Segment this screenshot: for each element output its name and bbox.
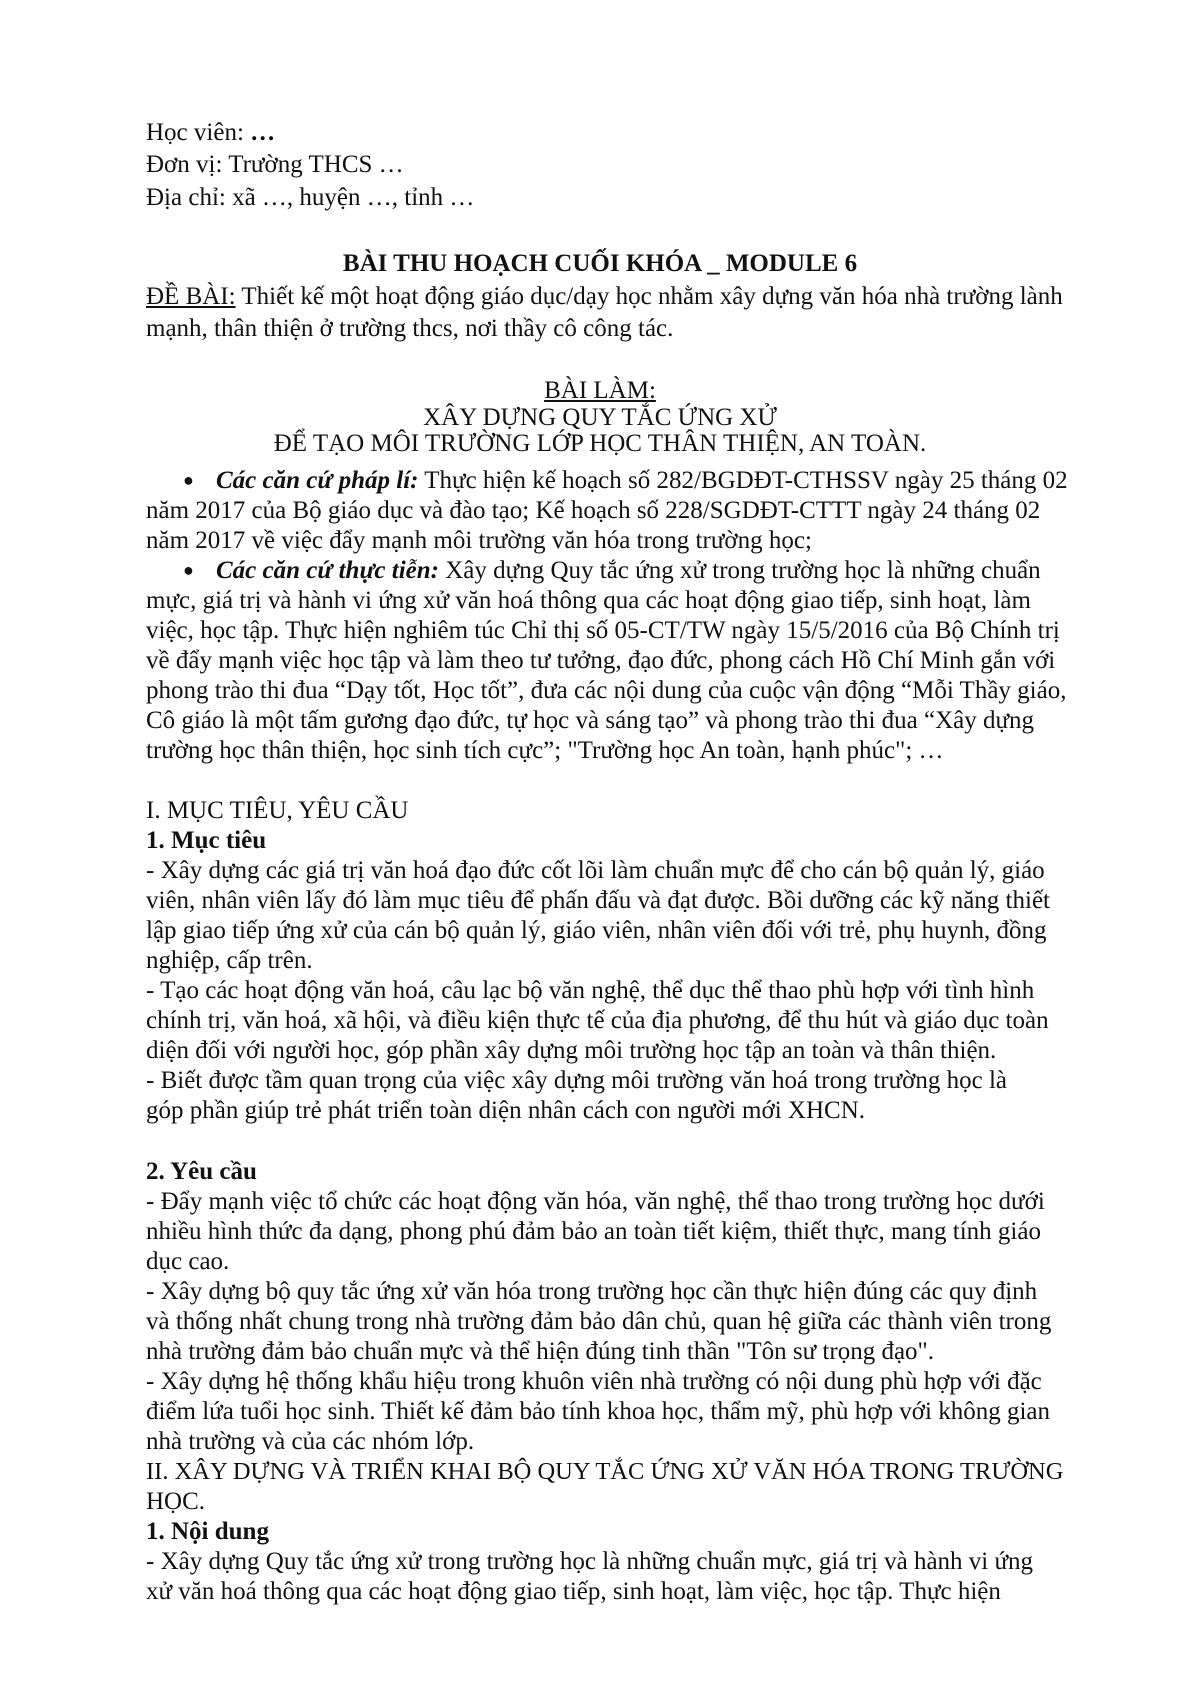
legal-basis-line-3: năm 2017 về việc đẩy mạnh môi trường văn hóa trong trường học; [146, 527, 812, 554]
practical-basis-line-3: việc, học tập. Thực hiện nghiêm túc Chỉ thị số 05-CT/TW ngày 15/5/2016 của Bộ Chính trị [146, 617, 1060, 644]
paragraph-line: nhiều hình thức đa dạng, phong phú đảm bảo an toàn tiết kiệm, thiết thực, mang tính giáo [146, 1218, 1041, 1245]
answer-title-2: ĐỂ TẠO MÔI TRƯỜNG LỚP HỌC THÂN THIỆN, AN TOÀN. [273, 430, 927, 457]
paragraph-line: dục cao. [146, 1248, 230, 1275]
paragraph-line: - Đẩy mạnh việc tổ chức các hoạt động văn hóa, văn nghệ, thể thao trong trường học dưới [146, 1188, 1045, 1215]
assignment-label: ĐỀ BÀI: [146, 283, 236, 310]
paragraph-line: viên, nhân viên lấy đó làm mục tiêu để phấn đấu và đạt được. Bồi dưỡng các kỹ năng thiết [146, 887, 1050, 914]
document-title: BÀI THU HOẠCH CUỐI KHÓA _ MODULE 6 [342, 250, 858, 277]
paragraph-line: diện đối với người học, góp phần xây dựng môi trường học tập an toàn và thân thiện. [146, 1037, 997, 1064]
paragraph-line: và thống nhất chung trong nhà trường đảm bảo dân chủ, quan hệ giữa các thành viên trong [146, 1308, 1052, 1335]
answer-title-1: XÂY DỰNG QUY TẮC ỨNG XỬ [423, 404, 777, 431]
paragraph-line: - Xây dựng các giá trị văn hoá đạo đức cốt lõi làm chuẩn mực để cho cán bộ quản lý, giáo [146, 857, 1045, 884]
legal-basis-line-2: năm 2017 của Bộ giáo dục và đào tạo; Kế hoạch số 228/SGDĐT-CTTT ngày 24 tháng 02 [146, 497, 1041, 524]
paragraph-line: xử văn hoá thông qua các hoạt động giao tiếp, sinh hoạt, làm việc, học tập. Thực hiện [146, 1578, 1001, 1605]
student-value: … [250, 119, 276, 146]
answer-heading [0, 376, 1200, 405]
paragraph-line: - Xây dựng hệ thống khẩu hiệu trong khuôn viên nhà trường có nội dung phù hợp với đặc [146, 1368, 1042, 1395]
legal-basis-text: Thực hiện kế hoạch số 282/BGDĐT-CTHSSV ngày 25 tháng 02 [418, 467, 1068, 494]
paragraph-line: - Tạo các hoạt động văn hoá, câu lạc bộ văn nghệ, thể dục thể thao phù hợp với tình hình [146, 977, 1035, 1004]
paragraph-line: chính trị, văn hoá, xã hội, và điều kiện thực tế của địa phương, để thu hút và giáo dục toàn [146, 1007, 1049, 1034]
assignment-line-2: mạnh, thân thiện ở trường thcs, nơi thầy cô công tác. [146, 315, 674, 342]
student-line [146, 118, 275, 147]
section-1-sub-2: 2. Yêu cầu [146, 1158, 257, 1185]
practical-basis-line-4: về đẩy mạnh việc học tập và làm theo tư tưởng, đạo đức, phong cách Hồ Chí Minh gắn với [146, 647, 1056, 674]
assignment-line-1 [146, 282, 1063, 311]
section-2-sub-1: 1. Nội dung [146, 1518, 269, 1545]
address-line: Địa chỉ: xã …, huyện …, tỉnh … [146, 184, 475, 211]
section-1-sub-1: 1. Mục tiêu [146, 827, 267, 854]
student-label: Học viên: [146, 119, 251, 146]
paragraph-line: góp phần giúp trẻ phát triển toàn diện nhân cách con người mới XHCN. [146, 1097, 865, 1124]
practical-basis-line-5: phong trào thi đua “Dạy tốt, Học tốt”, đưa các nội dung của cuộc vận động “Mỗi Thầy giáo, [146, 677, 1067, 704]
bullet-icon: ● [183, 470, 194, 490]
practical-basis-line-1 [216, 556, 1041, 585]
practical-basis-label: Các căn cứ thực tiễn: [216, 557, 439, 584]
bullet-icon: ● [183, 560, 194, 580]
section-2-heading-line-2: HỌC. [146, 1488, 206, 1515]
section-2-heading-line-1: II. XÂY DỰNG VÀ TRIỂN KHAI BỘ QUY TẮC ỨNG XỬ VĂN HÓA TRONG TRƯỜNG [146, 1458, 1064, 1485]
section-1-heading: I. MỤC TIÊU, YÊU CẦU [146, 797, 409, 824]
practical-basis-line-2: mực, giá trị và hành vi ứng xử văn hoá thông qua các hoạt động giao tiếp, sinh hoạt, làm [146, 587, 1031, 614]
practical-basis-line-6: Cô giáo là một tấm gương đạo đức, tự học và sáng tạo” và phong trào thi đua “Xây dựng [146, 707, 1035, 734]
paragraph-line: - Xây dựng bộ quy tắc ứng xử văn hóa trong trường học cần thực hiện đúng các quy định [146, 1278, 1038, 1305]
legal-basis-line-1 [216, 466, 1068, 495]
practical-basis-line-7: trường học thân thiện, học sinh tích cực”; "Trường học An toàn, hạnh phúc"; … [146, 737, 944, 764]
paragraph-line: nhà trường và của các nhóm lớp. [146, 1428, 475, 1455]
paragraph-line: nhà trường đảm bảo chuẩn mực và thể hiện đúng tinh thần "Tôn sư trọng đạo". [146, 1338, 935, 1365]
assignment-text: Thiết kế một hoạt động giáo dục/dạy học nhằm xây dựng văn hóa nhà trường lành [235, 283, 1063, 310]
paragraph-line: điểm lứa tuổi học sinh. Thiết kế đảm bảo tính khoa học, thẩm mỹ, phù hợp với không gian [146, 1398, 1050, 1425]
paragraph-line: - Biết được tầm quan trọng của việc xây dựng môi trường văn hoá trong trường học là [146, 1067, 1008, 1094]
paragraph-line: lập giao tiếp ứng xử của cán bộ quản lý, giáo viên, nhân viên đối với trẻ, phụ huynh, đồng [146, 917, 1047, 944]
practical-basis-text: Xây dựng Quy tắc ứng xử trong trường học là những chuẩn [439, 557, 1041, 584]
paragraph-line: nghiệp, cấp trên. [146, 947, 313, 974]
paragraph-line: - Xây dựng Quy tắc ứng xử trong trường học là những chuẩn mực, giá trị và hành vi ứng [146, 1548, 1034, 1575]
legal-basis-label: Các căn cứ pháp lí: [216, 467, 419, 494]
unit-line: Đơn vị: Trường THCS … [146, 151, 404, 178]
answer-heading-text: BÀI LÀM: [544, 377, 656, 404]
